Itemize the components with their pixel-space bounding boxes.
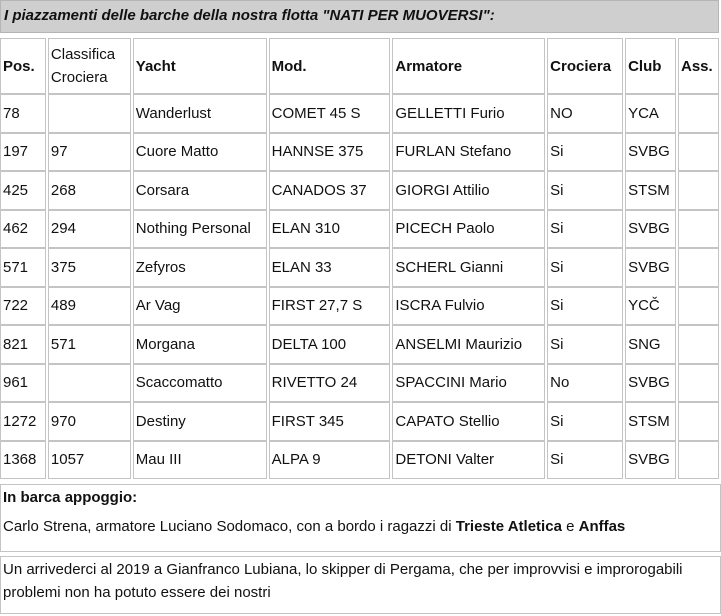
cell-classifica: 97 (48, 133, 131, 172)
cell-yacht: Morgana (133, 325, 267, 364)
cell-armatore: SPACCINI Mario (392, 364, 545, 403)
cell-mod: ELAN 310 (269, 210, 391, 249)
support-text (3, 518, 718, 535)
cell-club: SNG (625, 325, 676, 364)
cell-crociera: Si (547, 402, 623, 441)
cell-classifica: 375 (48, 248, 131, 287)
cell-crociera: No (547, 364, 623, 403)
cell-classifica: 268 (48, 171, 131, 210)
cell-pos: 197 (0, 133, 46, 172)
support-boat-section (0, 484, 721, 552)
cell-armatore: FURLAN Stefano (392, 133, 545, 172)
cell-classifica: 294 (48, 210, 131, 249)
table-row (0, 210, 719, 249)
cell-armatore: ISCRA Fulvio (392, 287, 545, 326)
cell-yacht: Zefyros (133, 248, 267, 287)
cell-crociera: Si (547, 287, 623, 326)
cell-pos: 722 (0, 287, 46, 326)
support-text-before: Carlo Strena, armatore Luciano Sodomaco, con a bordo i ragazzi di (3, 518, 456, 535)
cell-classifica (48, 364, 131, 403)
header-classifica-line2: Crociera (50, 69, 108, 86)
cell-armatore: PICECH Paolo (392, 210, 545, 249)
cell-ass (678, 402, 719, 441)
cell-ass (678, 441, 719, 480)
table-row (0, 325, 719, 364)
cell-club: SVBG (625, 248, 676, 287)
table-row (0, 441, 719, 480)
farewell-note: Un arrivederci al 2019 a Gianfranco Lubiana, lo skipper di Pergama, che per improvvisi e improrogabili problemi non ha potuto essere dei nostri (0, 556, 721, 614)
support-bold-anffas: Anffas (578, 518, 626, 535)
table-row (0, 171, 719, 210)
cell-club: YCČ (625, 287, 676, 326)
page-title: I piazzamenti delle barche della nostra flotta "NATI PER MUOVERSI": (0, 0, 719, 33)
table-row (0, 402, 719, 441)
cell-yacht: Ar Vag (133, 287, 267, 326)
table-body (0, 94, 719, 479)
cell-crociera: Si (547, 441, 623, 480)
support-connector: e (561, 518, 579, 535)
cell-ass (678, 248, 719, 287)
cell-classifica: 571 (48, 325, 131, 364)
cell-ass (678, 94, 719, 133)
cell-club: SVBG (625, 364, 676, 403)
cell-yacht: Corsara (133, 171, 267, 210)
header-pos: Pos. (0, 38, 46, 94)
cell-pos: 571 (0, 248, 46, 287)
header-mod: Mod. (269, 38, 391, 94)
cell-mod: COMET 45 S (269, 94, 391, 133)
table-row (0, 287, 719, 326)
cell-classifica: 489 (48, 287, 131, 326)
cell-club: STSM (625, 402, 676, 441)
cell-crociera: Si (547, 133, 623, 172)
cell-club: SVBG (625, 441, 676, 480)
cell-crociera: Si (547, 171, 623, 210)
header-crociera: Crociera (547, 38, 623, 94)
cell-club: STSM (625, 171, 676, 210)
cell-crociera: Si (547, 210, 623, 249)
cell-mod: CANADOS 37 (269, 171, 391, 210)
header-club: Club (625, 38, 676, 94)
header-armatore: Armatore (392, 38, 545, 94)
table-row (0, 364, 719, 403)
cell-pos: 1272 (0, 402, 46, 441)
cell-crociera: Si (547, 325, 623, 364)
cell-club: YCA (625, 94, 676, 133)
cell-armatore: DETONI Valter (392, 441, 545, 480)
cell-yacht: Wanderlust (133, 94, 267, 133)
cell-mod: ALPA 9 (269, 441, 391, 480)
support-bold-trieste: Trieste Atletica (455, 518, 562, 535)
table-row (0, 248, 719, 287)
header-yacht: Yacht (133, 38, 267, 94)
cell-armatore: GELLETTI Furio (392, 94, 545, 133)
table-row (0, 94, 719, 133)
cell-ass (678, 325, 719, 364)
support-title: In barca appoggio: (3, 489, 138, 506)
cell-pos: 961 (0, 364, 46, 403)
cell-classifica: 1057 (48, 441, 131, 480)
cell-yacht: Cuore Matto (133, 133, 267, 172)
cell-armatore: SCHERL Gianni (392, 248, 545, 287)
header-classifica (48, 38, 131, 94)
cell-mod: FIRST 27,7 S (269, 287, 391, 326)
cell-club: SVBG (625, 210, 676, 249)
cell-mod: DELTA 100 (269, 325, 391, 364)
cell-crociera: Si (547, 248, 623, 287)
cell-armatore: CAPATO Stellio (392, 402, 545, 441)
cell-classifica (48, 94, 131, 133)
cell-club: SVBG (625, 133, 676, 172)
cell-ass (678, 210, 719, 249)
cell-yacht: Scaccomatto (133, 364, 267, 403)
cell-yacht: Destiny (133, 402, 267, 441)
header-classifica-line1: Classifica (50, 46, 116, 63)
cell-armatore: GIORGI Attilio (392, 171, 545, 210)
cell-pos: 821 (0, 325, 46, 364)
cell-ass (678, 133, 719, 172)
cell-classifica: 970 (48, 402, 131, 441)
cell-yacht: Mau III (133, 441, 267, 480)
cell-mod: HANNSE 375 (269, 133, 391, 172)
table-row (0, 133, 719, 172)
cell-ass (678, 364, 719, 403)
cell-mod: FIRST 345 (269, 402, 391, 441)
cell-pos: 462 (0, 210, 46, 249)
cell-pos: 425 (0, 171, 46, 210)
table-header-row (0, 38, 719, 94)
cell-armatore: ANSELMI Maurizio (392, 325, 545, 364)
cell-pos: 1368 (0, 441, 46, 480)
cell-mod: ELAN 33 (269, 248, 391, 287)
cell-mod: RIVETTO 24 (269, 364, 391, 403)
cell-ass (678, 287, 719, 326)
cell-pos: 78 (0, 94, 46, 133)
results-table (0, 38, 721, 479)
cell-yacht: Nothing Personal (133, 210, 267, 249)
cell-ass (678, 171, 719, 210)
cell-crociera: NO (547, 94, 623, 133)
header-ass: Ass. (678, 38, 719, 94)
